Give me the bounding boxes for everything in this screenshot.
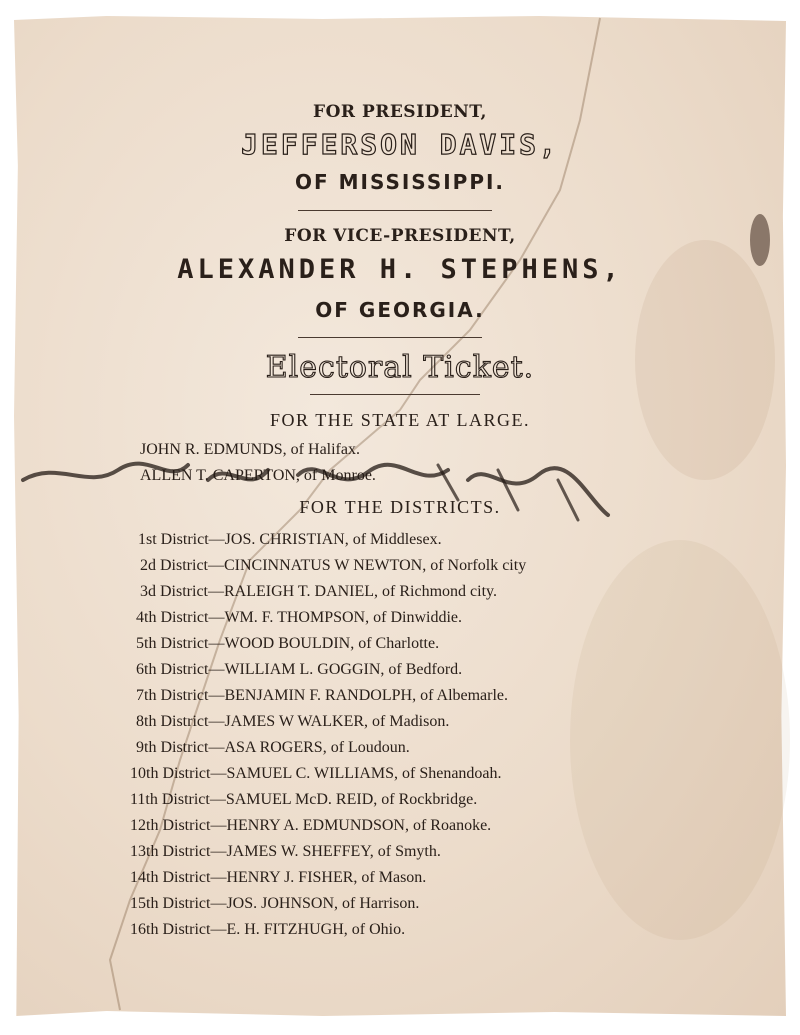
district-elector: WM. F. THOMPSON, of Dinwiddie. (224, 609, 462, 626)
district-row (140, 583, 497, 601)
districts-heading: FOR THE DISTRICTS. (299, 497, 501, 517)
ticket-title: Electoral Ticket. (265, 350, 535, 385)
district-row (136, 687, 508, 705)
district-row (136, 739, 410, 757)
divider (298, 337, 482, 338)
district-ordinal: 16th District— (130, 921, 227, 938)
elector-at-large: JOHN R. EDMUNDS, of Halifax. (140, 441, 360, 458)
district-ordinal: 14th District— (130, 869, 227, 886)
district-elector: RALEIGH T. DANIEL, of Richmond city. (224, 583, 497, 600)
district-elector: JAMES W. SHEFFEY, of Smyth. (226, 843, 441, 860)
district-ordinal: 7th District— (136, 687, 225, 704)
handwritten-signature (18, 440, 618, 530)
district-row (130, 921, 405, 939)
district-row (136, 661, 462, 679)
district-ordinal: 12th District— (130, 817, 227, 834)
district-elector: SAMUEL C. WILLIAMS, of Shenandoah. (226, 765, 502, 782)
district-ordinal: 6th District— (136, 661, 225, 678)
district-ordinal: 13th District— (130, 843, 227, 860)
district-row (136, 609, 462, 627)
district-row (136, 713, 449, 731)
district-row (130, 843, 441, 861)
district-ordinal: 10th District— (130, 765, 227, 782)
district-ordinal: 8th District— (136, 713, 225, 730)
district-elector: WOOD BOULDIN, of Charlotte. (224, 635, 440, 652)
district-row (136, 635, 439, 653)
president-state: OF MISSISSIPPI. (294, 170, 506, 194)
district-elector: ASA ROGERS, of Loudoun. (224, 739, 410, 756)
district-elector: BENJAMIN F. RANDOLPH, of Albemarle. (224, 687, 509, 704)
district-ordinal: 4th District— (136, 609, 225, 626)
district-row (140, 557, 526, 575)
district-row (138, 531, 442, 549)
district-row (130, 791, 477, 809)
district-row (130, 765, 502, 783)
district-ordinal: 5th District— (136, 635, 225, 652)
district-elector: SAMUEL McD. REID, of Rockbridge. (225, 791, 478, 808)
district-ordinal: 1st District— (138, 531, 225, 548)
district-ordinal: 9th District— (136, 739, 225, 756)
president-name: JEFFERSON DAVIS, (241, 128, 559, 161)
district-ordinal: 15th District— (130, 895, 227, 912)
district-row (130, 817, 491, 835)
elector-at-large: ALLEN T. CAPERTON, of Monroe. (140, 467, 376, 484)
vice-president-heading: FOR VICE-PRESIDENT, (284, 226, 516, 246)
divider (310, 394, 480, 395)
vice-president-name: ALEXANDER H. STEPHENS, (177, 254, 623, 285)
district-row (130, 895, 419, 913)
district-ordinal: 2d District— (140, 557, 224, 574)
district-elector: HENRY J. FISHER, of Mason. (226, 869, 427, 886)
district-elector: E. H. FITZHUGH, of Ohio. (226, 921, 406, 938)
district-row (130, 869, 426, 887)
district-elector: CINCINNATUS W NEWTON, of Norfolk city (224, 557, 527, 574)
vice-president-state: OF GEORGIA. (315, 298, 485, 322)
divider (298, 210, 492, 211)
district-ordinal: 3d District— (140, 583, 224, 600)
district-elector: JOS. CHRISTIAN, of Middlesex. (224, 531, 442, 548)
state-at-large-heading: FOR THE STATE AT LARGE. (270, 410, 530, 430)
district-elector: JAMES W WALKER, of Madison. (224, 713, 450, 730)
district-elector: WILLIAM L. GOGGIN, of Bedford. (224, 661, 463, 678)
district-elector: JOS. JOHNSON, of Harrison. (226, 895, 420, 912)
district-elector: HENRY A. EDMUNDSON, of Roanoke. (226, 817, 492, 834)
district-ordinal: 11th District— (130, 791, 226, 808)
president-heading: FOR PRESIDENT, (313, 102, 487, 122)
